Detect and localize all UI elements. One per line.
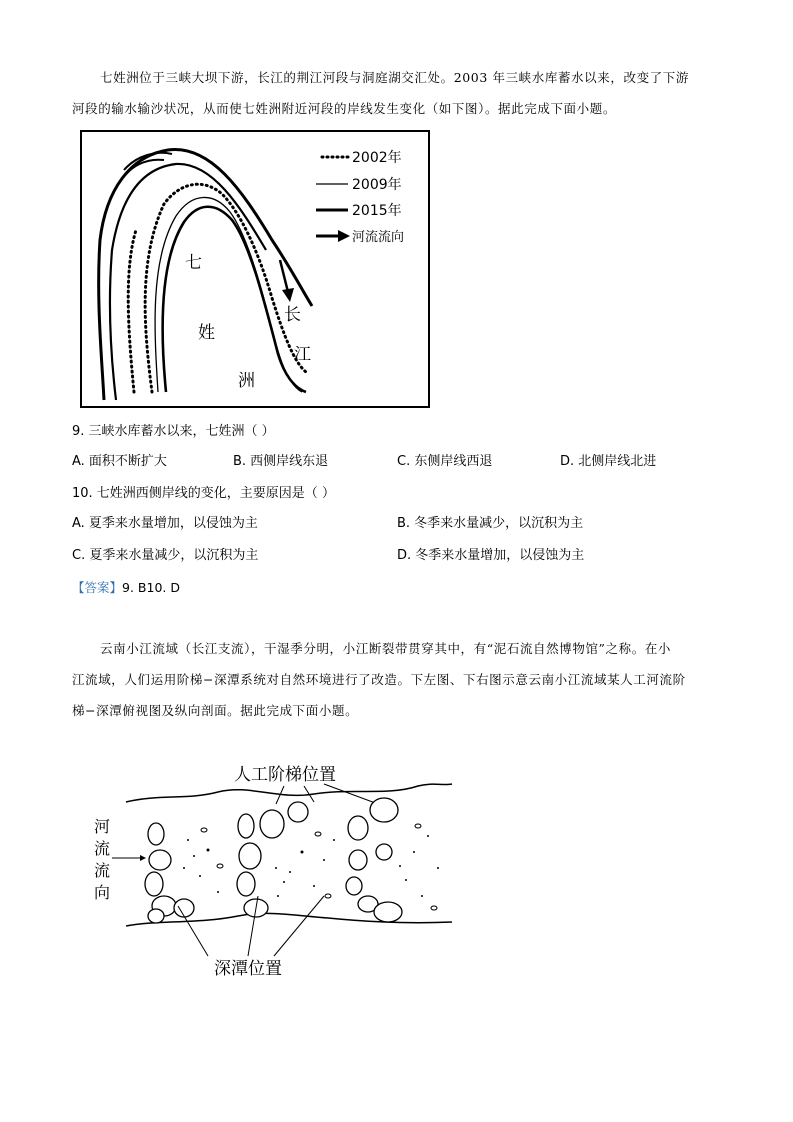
q10-option-d[interactable]: D. 冬季来水量增加，以侵蚀为主 [397,548,585,563]
map-label-xing: 姓 [198,323,215,343]
q9-option-d[interactable]: D. 北侧岸线北进 [560,454,657,469]
legend-2002: 2002年 [352,150,402,166]
question-9-stem: 9. 三峡水库蓄水以来，七姓洲（ ） [72,424,275,439]
passage-1-line-2: 河段的输水输沙状况，从而使七姓洲附近河段的岸线发生变化（如下图）。据此完成下面小题。 [72,101,616,116]
answer-tag: 【答案】 [72,580,123,595]
qixingzhou-map [80,130,432,410]
map-label-zhou: 洲 [238,371,255,391]
label-flow-4: 向 [94,883,111,902]
q10-option-c[interactable]: C. 夏季来水量减少，以沉积为主 [72,548,259,563]
label-flow-3: 流 [94,861,111,880]
passage-2-line-3: 梯−深潭俯视图及纵向剖面。据此完成下面小题。 [72,703,359,718]
question-10-stem: 10. 七姓洲西侧岸线的变化，主要原因是（ ） [72,486,335,501]
passage-2-line-2: 江流域，人们运用阶梯−深潭系统对自然环境进行了改造。下左图、下右图示意云南小江流域某人工河流阶 [72,672,686,687]
q9-option-b[interactable]: B. 西侧岸线东退 [233,454,329,469]
legend-flow: 河流流向 [352,230,405,245]
q9-option-c[interactable]: C. 东侧岸线西退 [397,454,493,469]
map-label-qi: 七 [185,253,202,273]
label-flow-1: 河 [94,817,111,836]
label-flow-2: 流 [94,839,111,858]
map-label-chang: 长 [284,305,301,325]
q10-option-b[interactable]: B. 冬季来水量减少，以沉积为主 [397,516,584,531]
step-pool-figure [88,756,468,986]
passage-1-line-1: 七姓洲位于三峡大坝下游，长江的荆江河段与洞庭湖交汇处。2003 年三峡水库蓄水以来，改变了下游 [100,70,689,85]
q10-option-a[interactable]: A. 夏季来水量增加，以侵蚀为主 [72,516,258,531]
q9-option-a[interactable]: A. 面积不断扩大 [72,454,167,469]
label-deep-pools: 深潭位置 [214,959,282,979]
passage-2-line-1: 云南小江流域（长江支流），干湿季分明，小江断裂带贯穿其中，有“泥石流自然博物馆”之称。在小 [100,641,672,656]
label-artificial-steps: 人工阶梯位置 [234,765,336,785]
passage-2 [72,633,722,726]
map-label-jiang: 江 [294,345,311,365]
legend-2015: 2015年 [352,203,402,219]
answer-text: 9. B10. D [122,580,180,595]
passage-1 [72,62,722,124]
answer-line [72,578,180,596]
legend-2009: 2009年 [352,177,402,193]
